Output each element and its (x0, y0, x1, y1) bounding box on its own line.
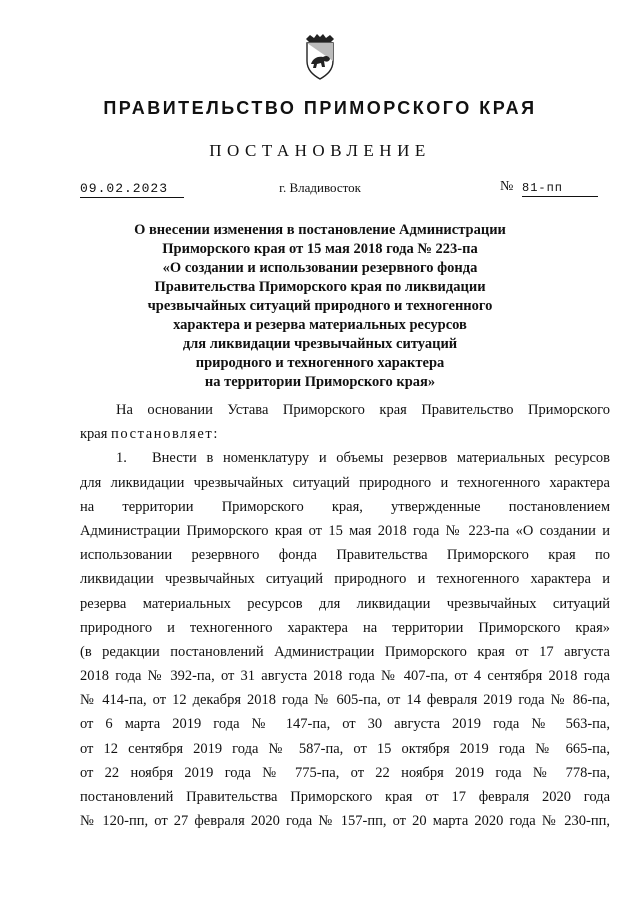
heading-line: характера и резерва материальных ресурсов (173, 317, 467, 333)
document-body (80, 398, 610, 833)
document-date: 09.02.2023 (80, 181, 184, 198)
body-line: использовании резервного фонда Правительства Приморского края по (80, 547, 610, 564)
heading-line: Правительства Приморского края по ликвидации (154, 279, 486, 295)
document-number: 81-пп (522, 181, 598, 197)
body-line: 2018 года № 392-па, от 31 августа 2018 года № 407-па, от 4 сентября 2018 года (80, 668, 610, 685)
preamble-text: края (80, 426, 112, 443)
document-city: г. Владивосток (279, 180, 361, 195)
decree-word: постановляет: (111, 426, 219, 443)
document-heading (100, 221, 540, 392)
body-line: (в редакции постановлений Администрации Приморского края от 17 августа (80, 643, 610, 660)
body-line: от 6 марта 2019 года № 147-па, от 30 августа 2019 года № 563-па, (80, 716, 610, 733)
body-line: природного и техногенного характера на территории Приморского края» (80, 619, 610, 636)
heading-line: природного и техногенного характера (195, 355, 445, 371)
coat-of-arms-icon (303, 34, 337, 80)
number-sign: № (500, 179, 514, 194)
body-line: от 12 сентября 2019 года № 587-па, от 15 октября 2019 года № 665-па, (80, 740, 610, 757)
heading-line: О внесении изменения в постановление Администрации (134, 222, 506, 238)
preamble-line: На основании Устава Приморского края Правительство Приморского (116, 402, 610, 418)
body-line: ликвидации чрезвычайных ситуаций природного и техногенного характера и (80, 571, 610, 588)
heading-line: на территории Приморского края» (204, 374, 436, 390)
body-line: для ликвидации чрезвычайных ситуаций природного и техногенного характера (80, 474, 610, 491)
document-type: ПОСТАНОВЛЕНИЕ (209, 141, 431, 160)
body-line: № 120-пп, от 27 февраля 2020 года № 157-пп, от 20 марта 2020 года № 230-пп, (80, 813, 610, 830)
heading-line: «О создании и использовании резервного фонда (162, 260, 478, 276)
body-line: резерва материальных ресурсов для ликвидации чрезвычайных ситуаций (80, 595, 610, 612)
body-line: № 414-па, от 12 декабря 2018 года № 605-па, от 14 февраля 2019 года № 86-па, (80, 692, 610, 709)
heading-line: чрезвычайных ситуаций природного и техногенного (147, 298, 493, 314)
preamble-line (80, 422, 610, 446)
body-line: от 22 ноября 2019 года № 775-па, от 22 ноября 2019 года № 778-па, (80, 764, 610, 781)
body-line: постановлений Правительства Приморского края от 17 февраля 2020 года (80, 789, 610, 805)
item-text: Внести в номенклатуру и объемы резервов материальных ресурсов (152, 450, 610, 467)
body-line: Администрации Приморского края от 15 мая 2018 года № 223-па «О создании и (80, 522, 610, 539)
body-line: на территории Приморского края, утвержденные постановлением (80, 498, 610, 515)
heading-line: для ликвидации чрезвычайных ситуаций (182, 336, 458, 352)
item-first-line (80, 446, 610, 470)
heading-line: Приморского края от 15 мая 2018 года № 223-па (162, 241, 478, 257)
item-number: 1. (116, 450, 127, 467)
organization-title: ПРАВИТЕЛЬСТВО ПРИМОРСКОГО КРАЯ (103, 98, 537, 118)
